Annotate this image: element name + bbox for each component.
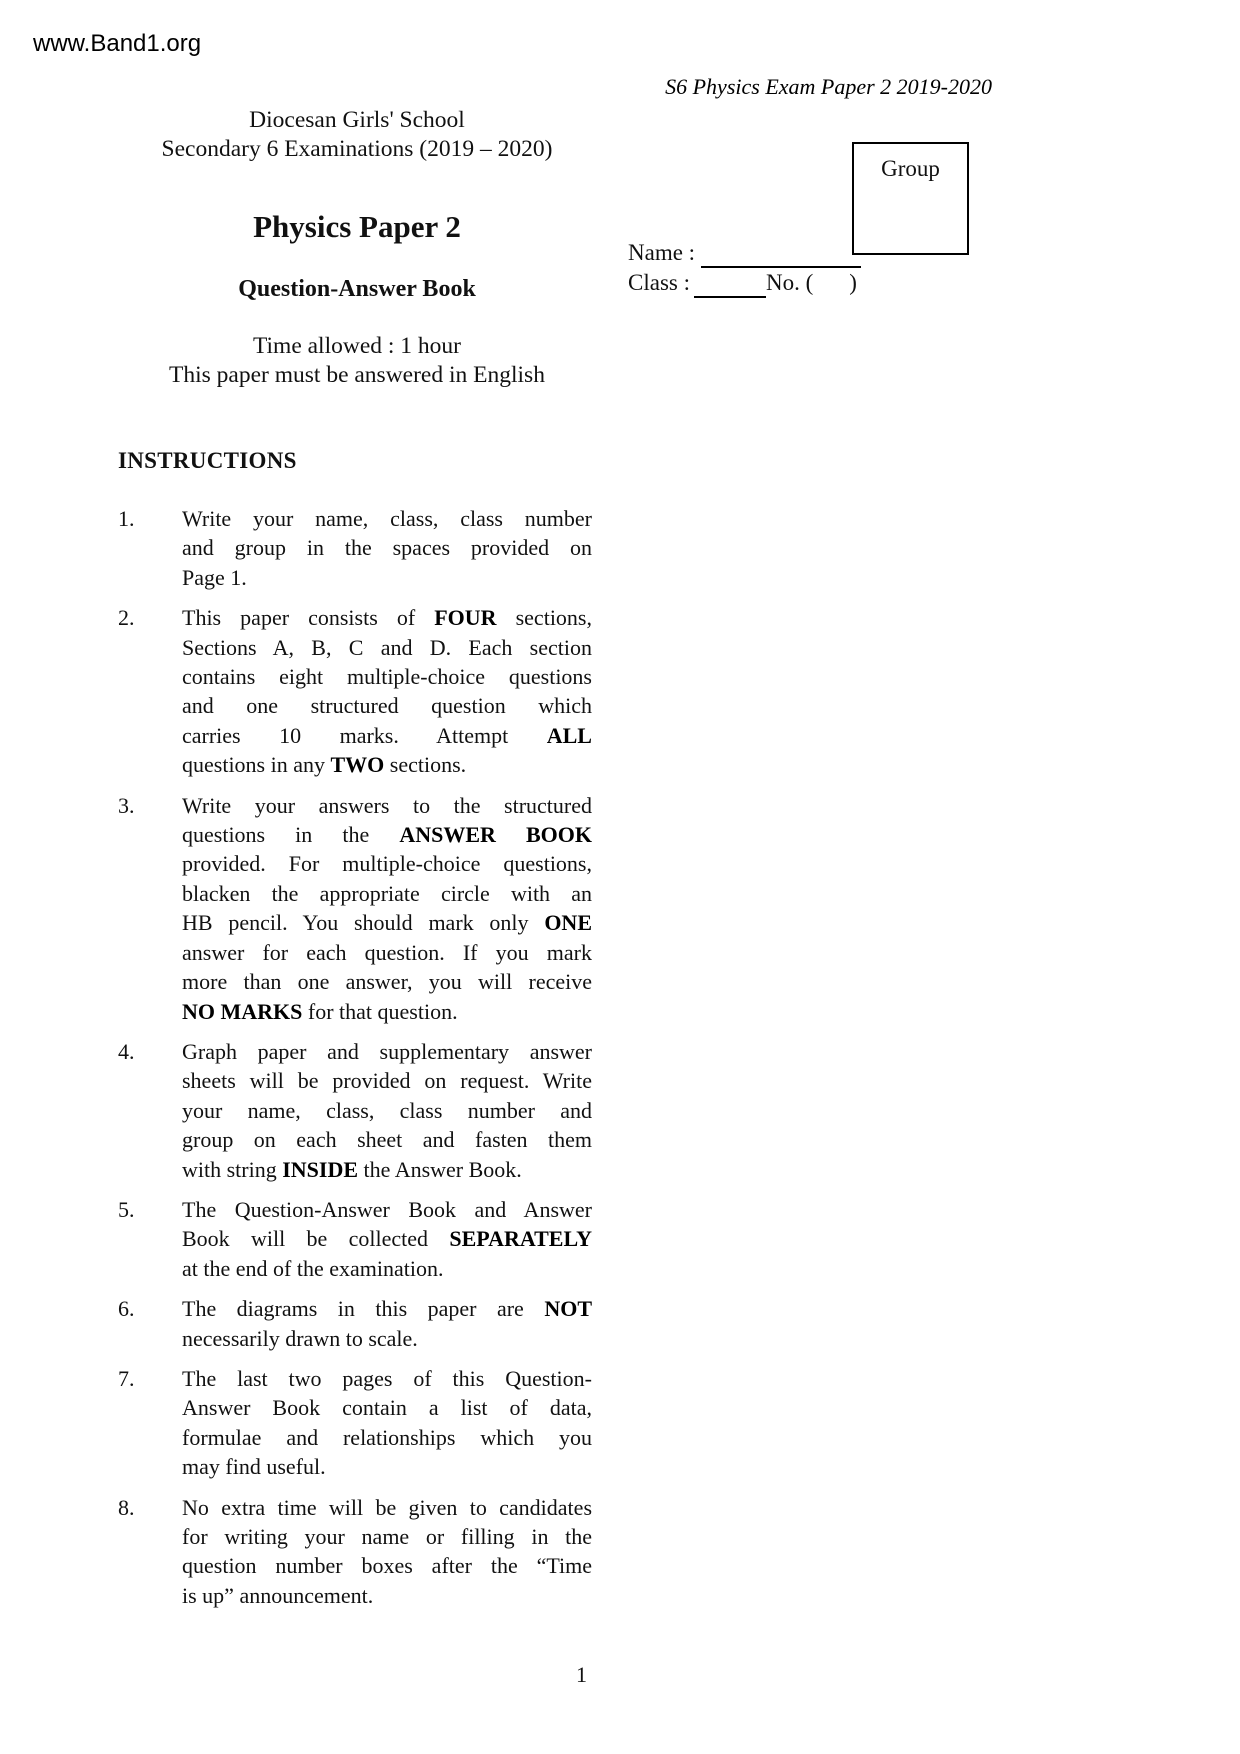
item-line: Write your answers to the structured [182,792,592,818]
item-line: The last two pages of this Question- [182,1365,592,1391]
instruction-item [118,1195,592,1283]
item-line: and group in the spaces provided on [182,535,592,561]
instructions-heading: INSTRUCTIONS [118,448,297,473]
name-row [628,238,861,268]
item-line: sheets will be provided on request. Write [182,1068,592,1094]
item-line: questions in the ANSWER BOOK [182,822,592,848]
item-line: contains eight multiple-choice questions [182,664,592,690]
item-line: This paper consists of FOUR sections, [182,605,592,631]
item-line: with string INSIDE the Answer Book. [182,1156,522,1182]
item-line: Answer Book contain a list of data, [182,1395,592,1421]
exam-header: S6 Physics Exam Paper 2 2019-2020 [665,74,992,99]
item-line: necessarily drawn to scale. [182,1325,418,1351]
item-number: 5. [118,1196,135,1222]
instruction-item [118,603,592,779]
class-number-close-paren: ) [849,270,857,295]
instruction-item [118,1294,592,1353]
item-number: 2. [118,605,135,631]
item-body [182,1037,592,1184]
item-number: 7. [118,1365,135,1391]
page-number: 1 [576,1662,587,1687]
time-allowed: Time allowed : 1 hour [252,333,461,359]
item-line: questions in any TWO sections. [182,752,467,778]
item-body [182,1195,592,1283]
exam-session: Secondary 6 Examinations (2019 – 2020) [161,136,553,162]
item-line: your name, class, class number and [182,1097,592,1123]
school-name: Diocesan Girls' School [249,107,465,133]
instruction-item [118,1037,592,1184]
item-line: provided. For multiple-choice questions, [182,851,592,877]
item-line: Page 1. [182,564,247,590]
item-line: NO MARKS for that question. [182,998,458,1024]
title-block [37,106,677,390]
item-number: 3. [118,792,135,818]
instruction-item [118,504,592,592]
item-line: for writing your name or filling in the [182,1524,592,1549]
book-type: Question-Answer Book [238,276,476,302]
name-label: Name : [628,240,696,265]
item-line: is up” announcement. [182,1582,374,1608]
student-info-block [628,238,861,298]
item-line: No extra time will be given to candidates [182,1494,592,1520]
instruction-item [118,1493,592,1611]
item-line: carries 10 marks. Attempt ALL [182,722,592,748]
item-line: Book will be collected SEPARATELY [182,1226,592,1252]
item-line: HB pencil. You should mark only ONE [182,910,592,936]
group-box [852,142,969,255]
item-line: more than one answer, you will receive [182,969,592,995]
item-number: 4. [118,1038,135,1064]
name-blank-line [701,244,861,268]
item-number: 1. [118,506,135,531]
class-number-label: No. ( [765,270,814,295]
instruction-item [118,791,592,1026]
class-blank-line [694,274,766,298]
item-body [182,1364,592,1482]
item-line: Graph paper and supplementary answer [182,1038,592,1064]
item-line: The Question-Answer Book and Answer [182,1196,592,1222]
item-body [182,504,592,592]
instruction-item [118,1364,592,1482]
item-line: blacken the appropriate circle with an [182,880,592,906]
item-line: Write your name, class, class number [182,506,592,531]
item-line: group on each sheet and fasten them [182,1127,592,1153]
item-line: question number boxes after the “Time [182,1553,592,1579]
instructions-list [118,504,592,1621]
item-body [182,603,592,779]
paper-title: Physics Paper 2 [253,209,461,244]
item-number: 8. [118,1494,135,1520]
site-url: www.Band1.org [33,30,202,57]
item-body [182,791,592,1026]
group-label: Group [881,156,940,181]
item-body [182,1493,592,1611]
item-line: answer for each question. If you mark [182,939,592,965]
item-number: 6. [118,1296,135,1322]
item-line: The diagrams in this paper are NOT [182,1296,592,1322]
item-line: Sections A, B, C and D. Each section [182,634,592,660]
item-body [182,1294,592,1353]
class-label: Class : [628,270,690,295]
item-line: and one structured question which [182,693,592,719]
item-line: at the end of the examination. [182,1255,444,1281]
item-line: formulae and relationships which you [182,1424,592,1450]
language-note: This paper must be answered in English [169,362,545,388]
item-line: may find useful. [182,1454,326,1480]
class-row [628,268,861,298]
